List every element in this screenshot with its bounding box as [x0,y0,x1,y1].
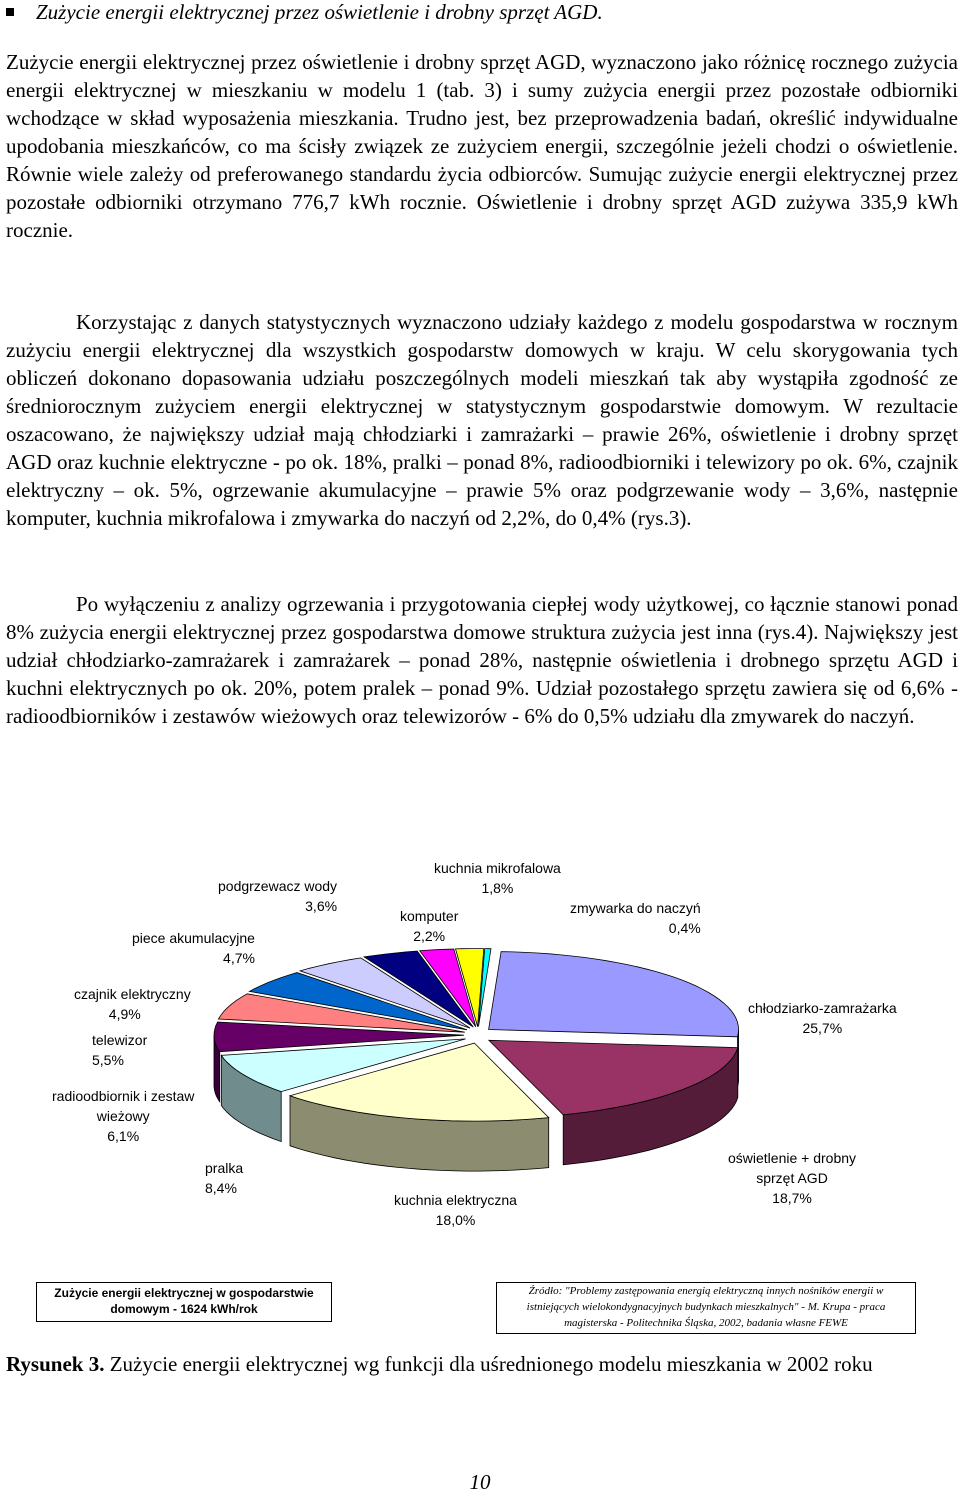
paragraph-1: Zużycie energii elektrycznej przez oświetlenie i drobny sprzęt AGD, wyznaczono jako różnicę rocznego zużycia energii elektrycznej w mieszkaniu w modelu 1 (tab. 3) i sumy zużycia energii przez pozostałe odbiorniki wchodzące w skład wyposażenia mieszkania. Trudno jest, bez przeprowadzenia badań, określić indywidualne upodobania mieszkańców, co ma ścisły związek ze zużyciem energii, szczególnie jeżeli chodzi o oświetlenie. Równie wiele zależy od preferowanego standardu życia odbiorców. Sumując zużycie energii elektrycznej przez pozostałe odbiorniki otrzymano 776,7 kWh rocznie. Oświetlenie i drobny sprzęt AGD zużywa 335,9 kWh rocznie. [6,50,958,242]
total-line-1: Zużycie energii elektrycznej w gospodarstwie [54,1286,314,1300]
label-kuchnia-mikrofalowa: kuchnia mikrofalowa 1,8% [434,860,561,896]
source-line-1: Źródło: "Problemy zastępowania energią elektryczną innych nośników energii w [528,1285,884,1297]
label-piece-akumulacyjne: piece akumulacyjne 4,7% [132,930,255,966]
source-line-3: magisterska - Politechnika Śląska, 2002, badania własne FEWE [564,1317,848,1329]
label-czajnik: czajnik elektryczny 4,9% [74,986,191,1022]
paragraph-3: Po wyłączeniu z analizy ogrzewania i przygotowania ciepłej wody użytkowej, co łącznie stanowi ponad 8% zużycia energii elektrycznej przez gospodarstwa domowe struktura zużycia jest inna (rys.4). Największy jest udział chłodziarko-zamrażarek i zamrażarek – ponad 28%, następnie oświetlenia i drobnego sprzętu AGD i kuchni elektrycznych po ok. 20%, potem pralek – ponad 9%. Udział pozostałego sprzętu zawiera się od 6,6% - radioodbiorników i zestawów wieżowych oraz telewizorów - 6% do 0,5% udziału dla zmywarek do naczyń. [6,592,958,728]
label-podgrzewacz-wody: podgrzewacz wody 3,6% [218,878,338,914]
total-line-2: domowym - 1624 kWh/rok [110,1302,258,1316]
source-line-2: istniejących wielokondygnacyjnych budynkach mieszkalnych" - M. Krupa - praca [526,1301,886,1313]
figure-caption [6,1350,946,1378]
label-zmywarka: zmywarka do naczyń 0,4% [570,900,701,936]
bullet-square-icon [6,8,14,16]
label-komputer: komputer 2,2% [400,908,459,944]
label-telewizor: telewizor 5,5% [92,1032,148,1068]
page-number: 10 [469,1470,491,1494]
total-consumption-box [36,1282,332,1322]
label-radioodbiornik: radioodbiornik i zestaw wieżowy 6,1% [52,1088,195,1144]
label-chlodziarko: chłodziarko-zamrażarka 25,7% [748,1000,897,1036]
caption-text: Zużycie energii elektrycznej wg funkcji dla uśrednionego modelu mieszkania w 2002 roku [104,1352,873,1376]
label-pralka: pralka 8,4% [205,1160,244,1196]
pie-chart [0,850,960,1240]
pie-slice [489,952,739,1037]
label-kuchnia-elektryczna: kuchnia elektryczna 18,0% [394,1192,517,1228]
label-oswietlenie: oświetlenie + drobny sprzęt AGD 18,7% [728,1150,857,1206]
caption-prefix: Rysunek 3. [6,1352,105,1376]
source-box [496,1282,916,1334]
section-heading: Zużycie energii elektrycznej przez oświetlenie i drobny sprzęt AGD. [6,0,603,24]
paragraph-2: Korzystając z danych statystycznych wyznaczono udziały każdego z modelu gospodarstwa w rocznym zużyciu energii elektrycznej dla wszystkich gospodarstw domowych w kraju. W celu skorygowania tych obliczeń dokonano dopasowania udziału poszczególnych modeli mieszkań tak aby wystąpiła zgodność ze średniorocznym zużyciem energii elektrycznej w statystycznym gospodarstwie domowym. W rezultacie oszacowano, że największy udział mają chłodziarki i zamrażarki – prawie 26%, oświetlenie i drobny sprzęt AGD oraz kuchnie elektryczne - po ok. 18%, pralki – ponad 8%, radioodbiorniki i telewizory po ok. 6%, czajnik elektryczny – ok. 5%, ogrzewanie akumulacyjne – prawie 5% oraz podgrzewanie wody – 3,6%, następnie komputer, kuchnia mikrofalowa i zmywarka do naczyń od 2,2%, do 0,4% (rys.3). [6,310,958,530]
